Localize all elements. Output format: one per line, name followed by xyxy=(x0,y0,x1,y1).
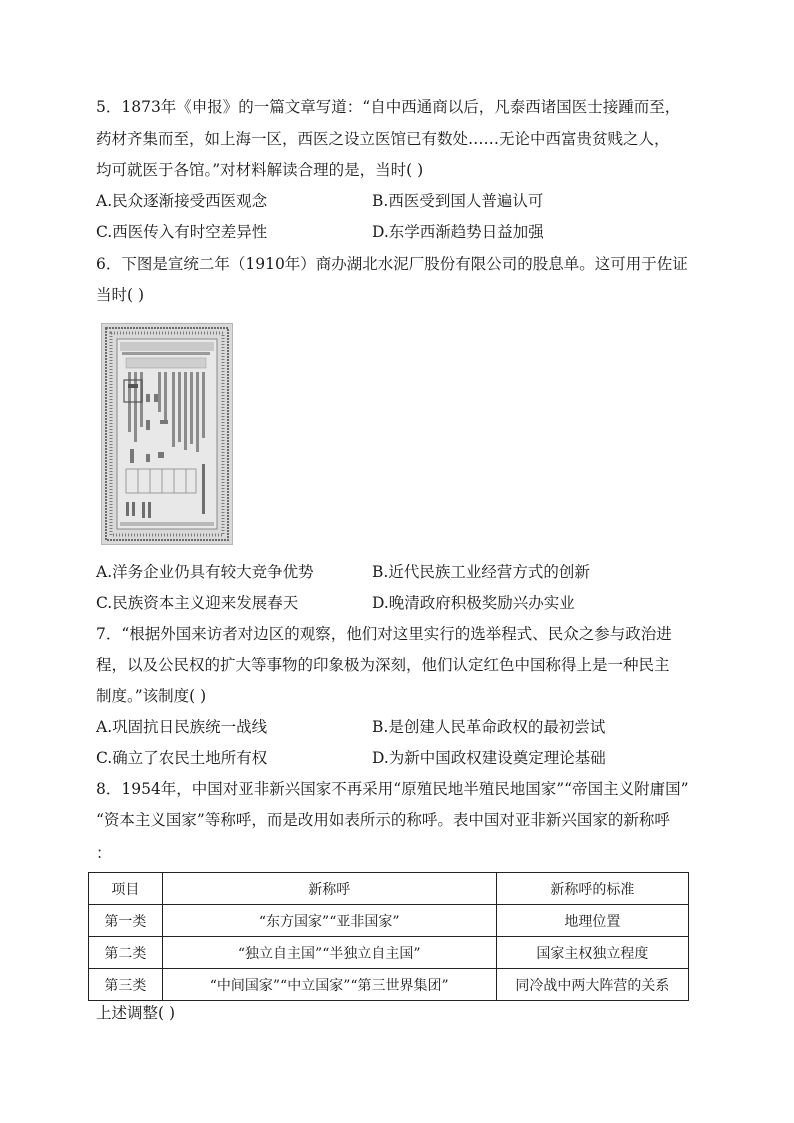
q7-option-b: B.是创建人民革命政权的最初尝试 xyxy=(372,718,606,736)
q5-stem-line-3: 均可就医于各馆。”对材料解读合理的是，当时( ) xyxy=(96,161,424,179)
table-cell: “独立自主国”“半独立自主国” xyxy=(162,937,496,969)
q5-option-d: D.东学西渐趋势日益加强 xyxy=(372,223,544,241)
q5-option-c: C.西医传入有时空差异性 xyxy=(96,223,268,241)
table-cell: 第二类 xyxy=(89,937,163,969)
table-header-row xyxy=(89,873,689,905)
table-cell: 地理位置 xyxy=(496,905,688,937)
table-cell: “中间国家”“中立国家”“第三世界集团” xyxy=(162,969,496,1001)
table-header-cell: 项目 xyxy=(89,873,163,905)
q6-stem-line-2: 当时( ) xyxy=(96,286,145,304)
q6-option-a: A.洋务企业仍具有较大竞争优势 xyxy=(96,563,314,581)
q5-stem-line-1: 5．1873年《申报》的一篇文章写道：“自中西通商以后，凡泰西诸国医士接踵而至， xyxy=(96,98,681,116)
q8-stem-line-1: 8．1954年，中国对亚非新兴国家不再采用“原殖民地半殖民地国家”“帝国主义附庸国” xyxy=(96,780,689,798)
q7-stem-line-3: 制度。”该制度( ) xyxy=(96,687,207,705)
table-header-cell: 新称呼 xyxy=(162,873,496,905)
q7-option-c: C.确立了农民土地所有权 xyxy=(96,749,268,767)
q7-option-a: A.巩固抗日民族统一战线 xyxy=(96,718,268,736)
q6-option-c: C.民族资本主义迎来发展春天 xyxy=(96,594,299,612)
table-cell: 第三类 xyxy=(89,969,163,1001)
table-cell: 国家主权独立程度 xyxy=(496,937,688,969)
table-row xyxy=(89,937,689,969)
table-row xyxy=(89,905,689,937)
table-cell: 第一类 xyxy=(89,905,163,937)
q6-option-b: B.近代民族工业经营方式的创新 xyxy=(372,563,590,581)
q5-stem-line-2: 药材齐集而至，如上海一区，西医之设立医馆已有数处……无论中西富贵贫贱之人， xyxy=(96,130,670,148)
q8-stem-line-2: “资本主义国家”等称呼，而是改用如表所示的称呼。表中国对亚非新兴国家的新称呼 xyxy=(96,811,670,829)
q6-stem-line-1: 6．下图是宣统二年（1910年）商办湖北水泥厂股份有限公司的股息单。这可用于佐证 xyxy=(96,255,688,273)
table-row xyxy=(89,969,689,1001)
dividend-certificate-image xyxy=(101,323,233,545)
q5-option-b: B.西医受到国人普遍认可 xyxy=(372,192,544,210)
q8-stem-line-3: ： xyxy=(96,844,112,862)
q7-stem-line-1: 7．“根据外国来访者对边区的观察，他们对这里实行的选举程式、民众之参与政治进 xyxy=(96,625,672,643)
table-cell: 同冷战中两大阵营的关系 xyxy=(496,969,688,1001)
q8-tail: 上述调整( ) xyxy=(96,1004,176,1022)
table-cell: “东方国家”“亚非国家” xyxy=(162,905,496,937)
q5-option-a: A.民众逐渐接受西医观念 xyxy=(96,192,268,210)
q6-option-d: D.晚清政府积极奖励兴办实业 xyxy=(372,594,575,612)
q7-stem-line-2: 程，以及公民权的扩大等事物的印象极为深刻，他们认定红色中国称得上是一种民主 xyxy=(96,656,670,674)
classification-table xyxy=(88,872,689,1001)
q7-option-d: D.为新中国政权建设奠定理论基础 xyxy=(372,749,606,767)
table-header-cell: 新称呼的标准 xyxy=(496,873,688,905)
